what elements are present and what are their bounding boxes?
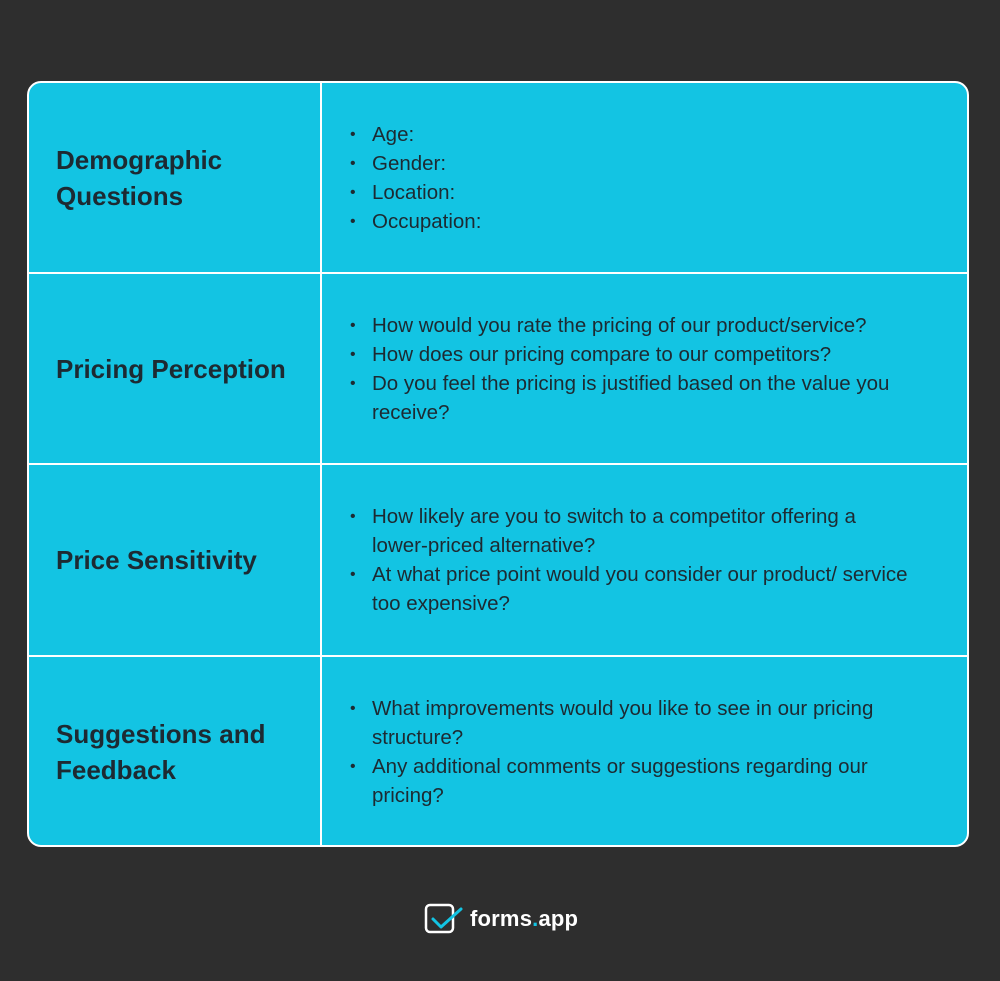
question-item: • How likely are you to switch to a competitor offering a lower-priced alternative? bbox=[350, 502, 910, 560]
table-row-demographic bbox=[29, 83, 967, 272]
question-item: • Location: bbox=[350, 178, 910, 207]
question-table bbox=[27, 81, 969, 847]
question-item: • Do you feel the pricing is justified based on the value you receive? bbox=[350, 369, 910, 427]
question-item: • How would you rate the pricing of our product/service? bbox=[350, 311, 910, 340]
question-list bbox=[350, 120, 910, 236]
row-label-cell bbox=[29, 465, 320, 655]
question-item: • At what price point would you consider our product/ service too expensive? bbox=[350, 560, 910, 618]
question-item: • Gender: bbox=[350, 149, 910, 178]
table-row-suggestions bbox=[29, 657, 967, 847]
question-item: • What improvements would you like to see in our pricing structure? bbox=[350, 694, 910, 752]
logo-text: forms.app bbox=[470, 906, 579, 931]
row-label: Pricing Perception bbox=[56, 353, 286, 384]
question-item: • Age: bbox=[350, 120, 910, 149]
forms-app-logo bbox=[424, 903, 578, 935]
row-label-cell bbox=[29, 274, 320, 463]
row-label-cell bbox=[29, 657, 320, 847]
question-list bbox=[350, 502, 910, 618]
row-label: Price Sensitivity bbox=[56, 545, 257, 575]
column-divider bbox=[320, 83, 322, 845]
question-list bbox=[350, 694, 910, 810]
row-content-cell bbox=[320, 83, 967, 272]
table-row-pricing-perception bbox=[29, 274, 967, 463]
question-item: • Any additional comments or suggestions regarding our pricing? bbox=[350, 752, 910, 810]
question-item: • How does our pricing compare to our competitors? bbox=[350, 340, 910, 369]
table-row-price-sensitivity bbox=[29, 465, 967, 655]
row-content-cell bbox=[320, 657, 967, 847]
row-label-cell bbox=[29, 83, 320, 272]
row-label: Demographic Questions bbox=[56, 144, 223, 211]
row-content-cell bbox=[320, 465, 967, 655]
question-list bbox=[350, 311, 910, 427]
row-label: Suggestions and Feedback bbox=[56, 719, 266, 785]
forms-app-checkmark-icon bbox=[424, 903, 464, 935]
row-content-cell bbox=[320, 274, 967, 463]
question-item: • Occupation: bbox=[350, 207, 910, 236]
